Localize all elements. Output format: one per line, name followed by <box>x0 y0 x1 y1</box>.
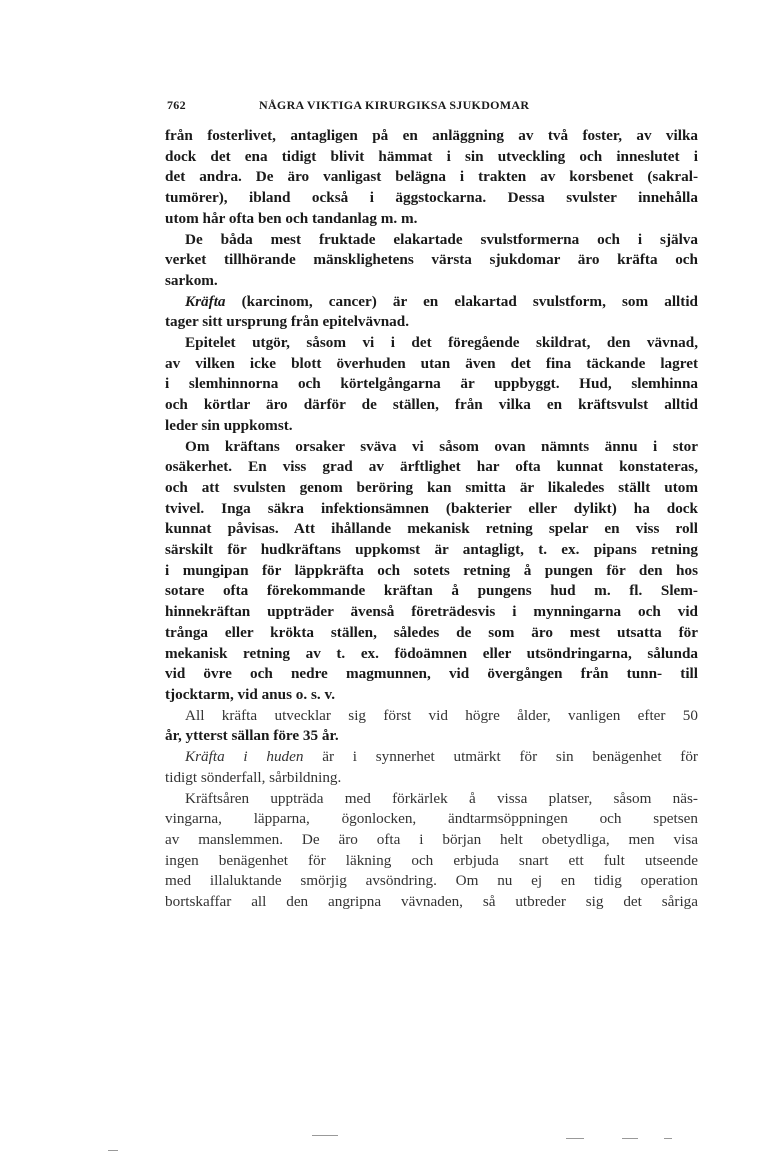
text-line: i slemhinnorna och körtelgångarna är uppbyggt. Hud, slemhinna <box>165 375 698 393</box>
text-line: kunnat påvisas. Att ihållande mekanisk retning spelar en viss roll <box>165 520 698 538</box>
text-line: verket tillhörande mänsklighetens värsta sjukdomar äro kräfta och <box>165 251 698 269</box>
text-line: dock det ena tidigt blivit hämmat i sin utveckling och inneslutet i <box>165 147 698 165</box>
text-line: från fosterlivet, antagligen på en anläggning av två foster, av vilka <box>165 127 698 144</box>
text-line: det andra. De äro vanligast belägna i trakten av korsbenet (sakral- <box>165 168 698 186</box>
text-line: ingen benägenhet för läkning och erbjuda snart ett fult utseende <box>165 851 698 869</box>
text-line: tidigt sönderfall, sårbildning. <box>165 768 342 786</box>
text-line: osäkerhet. En viss grad av ärftlighet har ofta kunnat konstateras, <box>165 458 698 476</box>
text-line: trånga eller krökta ställen, således de som äro mest utsatta för <box>165 623 698 641</box>
text-line: av manslemmen. De äro ofta i början helt obetydliga, men visa <box>165 830 698 848</box>
text-line: utom hår ofta ben och tandanlag m. m. <box>165 209 418 227</box>
text-line: tumörer), ibland också i äggstockarna. Dessa svulster innehålla <box>165 189 698 207</box>
text-line: av vilken icke blott överhuden utan även det fina täckande lagret <box>165 354 698 372</box>
text-line: med illaluktande smörjig avsöndring. Om nu ej en tidig operation <box>165 872 698 890</box>
text-line: Epitelet utgör, såsom vi i det föregående skildrat, den vävnad, <box>185 334 698 352</box>
text-line: tvivel. Inga säkra infektionsämnen (bakterier eller dylikt) ha dock <box>165 499 698 517</box>
text-line: sarkom. <box>165 271 218 289</box>
text-line: tager sitt ursprung från epitelvävnad. <box>165 313 409 331</box>
text-line: och att svulsten genom beröring kan smitta är likaledes ställt utom <box>165 478 698 496</box>
text-line: tjocktarm, vid anus o. s. v. <box>165 685 336 703</box>
text-line: All kräfta utvecklar sig först vid högre ålder, vanligen efter 50 <box>185 706 698 724</box>
scan-mark <box>108 1150 118 1151</box>
page-header <box>167 98 698 116</box>
text-line: leder sin uppkomst. <box>165 416 293 434</box>
text-line: år, ytterst sällan före 35 år. <box>165 727 339 745</box>
body-text <box>165 126 698 913</box>
text-line: Kräfta (karcinom, cancer) är en elakartad svulstform, som alltid <box>185 292 698 310</box>
italic-term: Kräfta i huden <box>185 748 304 766</box>
text-line: vid övre och nedre magmunnen, vid övergången från tunn- till <box>165 665 698 683</box>
text-line: mekanisk retning av t. ex. födoämnen eller utsöndringarna, sålunda <box>165 644 698 662</box>
scan-mark <box>312 1135 338 1136</box>
scan-mark <box>566 1138 584 1139</box>
page-number: 762 <box>167 98 186 112</box>
text-line: bortskaffar all den angripna vävnaden, så utbreder sig det såriga <box>165 893 698 911</box>
italic-term: Kräfta <box>185 292 226 310</box>
scan-mark <box>622 1138 638 1139</box>
text-line: i mungipan för läppkräfta och sotets retning å pungen för den hos <box>165 561 698 579</box>
running-title: NÅGRA VIKTIGA KIRURGIKSA SJUKDOMAR <box>259 98 530 112</box>
text-line: De båda mest fruktade elakartade svulstformerna och i själva <box>185 230 698 248</box>
scan-mark <box>664 1138 672 1139</box>
text-line: särskilt för hudkräftans uppkomst är antagligt, t. ex. pipans retning <box>165 541 698 559</box>
text-line: hinnekräftan uppträder ävenså företrädesvis i mynningarna och vid <box>165 603 698 621</box>
text-line: sotare ofta förekommande kräftan å pungens hud m. fl. Slem- <box>165 582 698 600</box>
text-line: vingarna, läpparna, ögonlocken, ändtarmsöppningen och spetsen <box>165 810 698 828</box>
text-line: och körtlar äro därför de ställen, från vilka en kräftsvulst alltid <box>165 396 698 414</box>
text-line: Kräftsåren uppträda med förkärlek å vissa platser, såsom näs- <box>185 789 698 807</box>
text-line: Om kräftans orsaker sväva vi såsom ovan nämnts ännu i stor <box>185 437 698 455</box>
text-line: Kräfta i huden är i synnerhet utmärkt för sin benägenhet för <box>185 748 698 766</box>
